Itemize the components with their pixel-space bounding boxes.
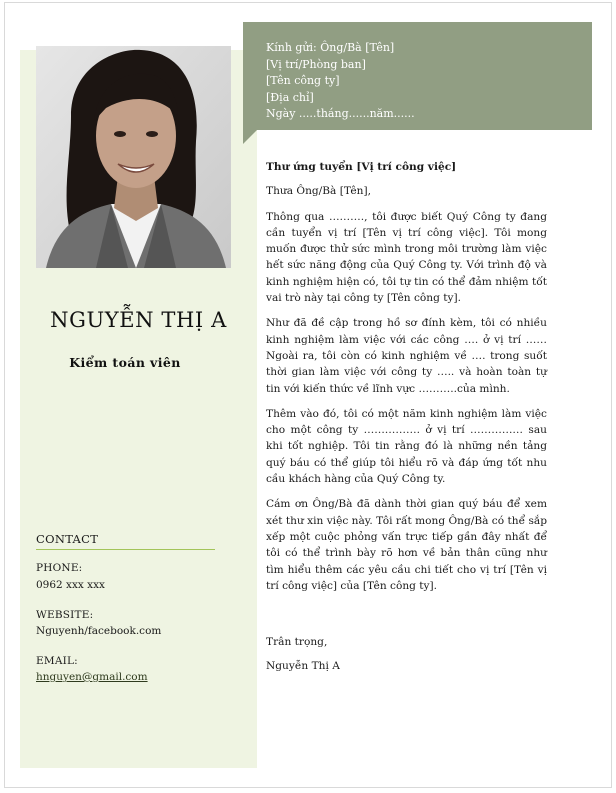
- letter-paragraph: Thêm vào đó, tôi có một năm kinh nghiệm làm việc cho một công ty ……………. ở vị trí …………… sau khi tốt nghiệp. Tôi tin rằng đó là những nền tảng quý báu có thể giúp tôi hiểu rõ và đáp ứng tốt nhu cầu khách hàng của Quý Công ty.: [266, 407, 547, 486]
- letter-paragraph: Cám ơn Ông/Bà đã dành thời gian quý báu để xem xét thư xin việc này. Tôi rất mong Ông/Bà có thể sắp xếp một cuộc phỏng vấn trực tiếp gần đây nhất để tôi có thể trình bày rõ hơn về bản thân cũng như tìm hiểu thêm các yêu cầu chi tiết cho vị trí [Tên vị trí công việc] của [Tên công ty].: [266, 498, 547, 592]
- letter-body: [266, 159, 547, 603]
- recipient-position: [Vị trí/Phòng ban]: [266, 57, 366, 71]
- profile-photo: [36, 46, 231, 268]
- candidate-job-title: Kiểm toán viên: [69, 355, 181, 370]
- website-label: WEBSITE:: [36, 609, 94, 621]
- recipient-greeting: Kính gửi: Ông/Bà [Tên]: [266, 41, 395, 54]
- recipient-address: [Địa chỉ]: [266, 90, 314, 104]
- phone-label: PHONE:: [36, 562, 83, 574]
- letter-paragraph: Như đã đề cập trong hồ sơ đính kèm, tôi có nhiều kinh nghiệm làm việc với các công …. ở vị trí ……Ngoài ra, tôi còn có kinh nghiệm về …. trong suốt thời gian làm việc với công ty ….. và hoàn toàn tự tin với kiến thức về lĩnh vực ………..của mình.: [266, 317, 547, 395]
- letter-paragraph: Thông qua ………., tôi được biết Quý Công ty đang cần tuyển vị trí [Tên vị trí công việc]. Tôi mong muốn được thử sức mình trong môi trường làm việc hết sức năng động của Quý Công ty. Với trình độ và kinh nghiệm hiện có, tôi tự tin có thể đảm nhiệm tốt vai trò này tại công ty [Tên công ty].: [266, 210, 547, 305]
- website-value[interactable]: Nguyenh/facebook.com: [36, 625, 162, 637]
- header-fold-decoration: [243, 130, 257, 144]
- email-label: EMAIL:: [36, 655, 78, 667]
- recipient-block: [266, 40, 586, 123]
- candidate-name: NGUYỄN THỊ A: [50, 308, 227, 332]
- recipient-company: [Tên công ty]: [266, 74, 340, 87]
- contact-divider: [36, 549, 215, 550]
- letter-greeting: Thưa Ông/Bà [Tên],: [266, 185, 372, 198]
- letter-closing: Trân trọng,: [266, 636, 328, 648]
- email-link[interactable]: hnguyen@gmail.com: [36, 671, 148, 683]
- letter-subject: Thư ứng tuyển [Vị trí công việc]: [266, 161, 457, 173]
- letter-signature: Nguyễn Thị A: [266, 660, 340, 672]
- phone-value: 0962 xxx xxx: [36, 579, 105, 591]
- letter-date: Ngày .....tháng......năm......: [266, 107, 415, 120]
- contact-heading: CONTACT: [36, 532, 99, 546]
